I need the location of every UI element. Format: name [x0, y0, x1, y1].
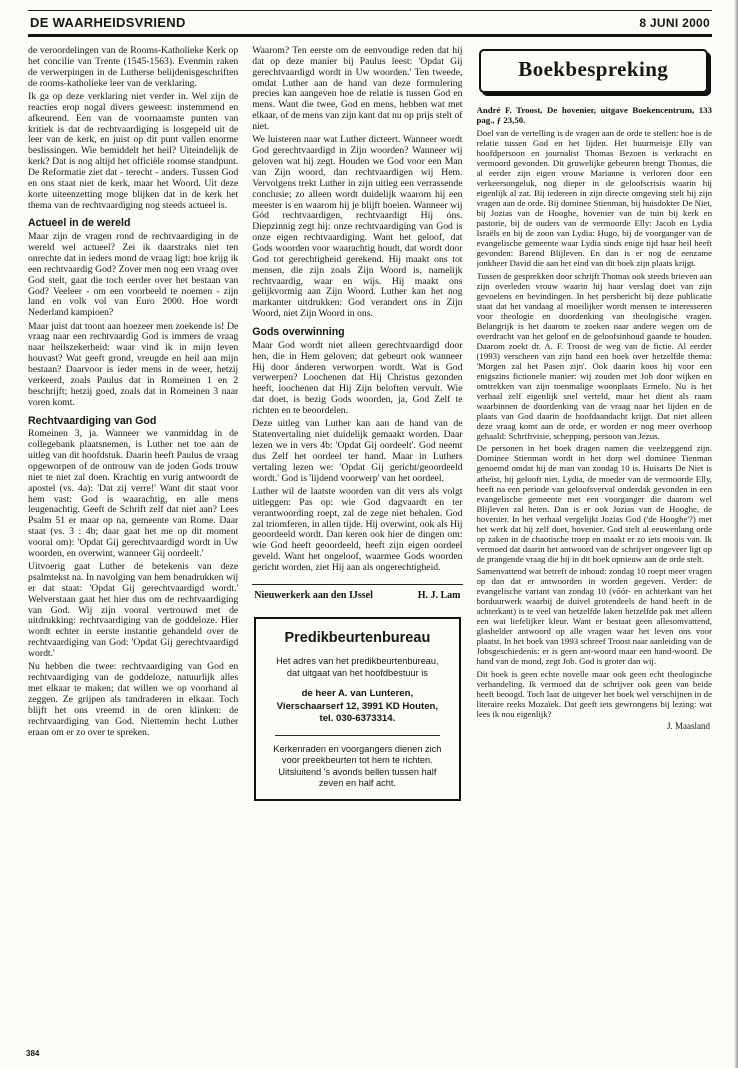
byline-row: [252, 584, 462, 601]
body-paragraph: Nu hebben die twee: rechtvaardiging van God en rechtvaardiging van de goddeloze, natuurlijk alles met elkaar te maken; dat willen we op voorhand al zeggen. Ze grijpen als tandraderen in elkaar. Toch blijft het ons vreemd in de oren klinken: de rechtvaardiging van God. Niettemin hecht Luther eraan om er zo over te spreken.: [28, 661, 239, 738]
predikbeurten-address: [269, 688, 445, 725]
body-paragraph: Maar juist dat toont aan hoezeer men zoekende is! De vraag naar een rechtvaardig God is immers de vraag naar heilszekerheid: waar vind ik in mijn leven houvast? Wat geeft grond, vreugde en heil aan mijn bestaan? Daarvoor is ieder mens in de weer, hetzij verkeerd, zoals Paulus dat in Romeinen 1 en 2 beschrijft; hetzij goed, zoals dat in Romeinen 3 naar voren komt.: [28, 320, 239, 408]
review-section-title: Boekbespreking: [518, 57, 669, 81]
body-paragraph: Luther wil de laatste woorden van dit vers als volgt uitleggen: Pas op: wie God dagvaardt en ter verantwoording roept, zal de zege niet behalen. God zal triomferen, in allen tijde. Hij overwint, ook als Hij geoordeeld wordt. Dan keren ook hier de dingen om: wie God heeft geoordeeld, heeft zijn eigen oordeel geveld. Want het ongeloof, waarmee Gods woorden gericht worden, ziet Hij aan als ongerechtigheid.: [252, 486, 463, 574]
section-heading: Rechtvaardiging van God: [28, 414, 157, 427]
body-paragraph: Doel van de vertelling is de vragen aan de orde te stellen: hoe is de relatie tussen God en het lijden. Het buurmeisje Elly van hoofdpersoon en journalist Thomas Bezoen is verkracht en vermoord gevonden. Dit gruwelijke gebeuren brengt Thomas, die al eerder zijn eigen vrouw Marianne is verloren door een verkeersongeluk, nog dieper in de geloofscrisis waarin hij eigenlijk al zat. Bij iedereen in zijn directe omgeving stelt hij zijn vragen aan de orde. Bij dominee Stienman, bij huisdokter De Niet, bij Jozias van de Hooghe, hovenier van de tuin bij kerk en pastorie, bij de ouders van de vermoorde Elly: Jacob en Lydia Israëls en bij de zoon van Lydia: Hugo, bij de voorganger van de evangelische gemeente waar Lydia sinds enige tijd haar heil heeft gevonden: Barend Blijleven. En dan is er nog de eenzame jonkheer David die aan het eind van dit boek zijn plaats krijgt.: [476, 127, 712, 269]
predikbeurten-title: Predikbeurtenbureau: [284, 630, 431, 647]
byline-author: H. J. Lam: [417, 589, 461, 601]
body-paragraph: Waarom? Ten eerste om de eenvoudige reden dat hij dat op deze manier bij Paulus leest: 'Opdat Gij gerechtvaardigd wordt in Uw woorden.' Ten tweede, omdat Luther aan de hand van deze formulering precies kan aangeven hoe de relatie is tussen God en mens. Want die twee, God en mens, hebben wat met elkaar, of de mens van zijn kant dat nu op prijs stelt of niet.: [252, 46, 463, 133]
body-paragraph: Uitvoerig gaat Luther de betekenis van deze psalmtekst na. In navolging van hem benadrukken wij er dat staat: 'Opdat Gij gerechtvaardigd wordt.' Welverstaan gaat het hier dus om de rechtvaardiging van God. Wij zijn vooral vertrouwd met de uitdrukking: rechtvaardiging van de goddeloze. Hier wordt echter in eerste instantie gehandeld over de rechtvaardiging van God: 'Opdat Gij gerechtvaardigd wordt.': [28, 561, 239, 660]
body-paragraph: We luisteren naar wat Luther dicteert. Wanneer wordt God gerechtvaardigd in Zijn woorden? Wanneer wij geloven wat hij zegt. Houden we God voor een Man van Zijn woord, dan rechtvaardigen wij Hem. Vervolgens trekt Luther in zijn uitleg een verrassende conclusie; zo alleen wordt duidelijk waarom hij een meester is en waarom hij je blijft boeien. Wanneer wij Gód rechtvaardigen, rechtvaardigt Híj óns. Diepzinnig zegt hij: onze rechtvaardiging van God is onze eigen rechtvaardiging. Want het geloof, dat Gods woorden voor waarachtig houdt, dat wordt door God tot gerechtigheid gerekend. Hij maakt ons tot mensen, die zijn zoals Zijn Woord is, namelijk rechtvaardig, waar en wijs. Hij maakt ons gelijkvormig aan Zijn Woord. Luther kan het nog markanter uitdrukken: God verandert ons in Zijn Woord, niet Zijn Woord in ons.: [252, 134, 463, 320]
body-paragraph: De personen in het boek dragen namen die veelzeggend zijn. Dominee Stienman wordt in het dorp wel dominee Tienman genoemd omdat hij de man van zondag 10 is. Huisarts De Niet is atheïst, hij gelooft niet. Lydia, de moeder van de vermoorde Elly, heeft na een periode van geloofsverval onderdak gevonden in een evangelische gemeente met een voorganger die daarom wel Blijleven zal heten. Dan is er ook Jozias van de Hooghe, de hovenier. In het verhaal vergelijkt Jozias God ('de Hooghe'?) met het werk dat hij zelf doet, hovenier. God stelt al eeuwenlang orde op zaken in de chaotische troep en maakt er zo iets moois van. Ik vermoed dat daarin het antwoord van de schrijver ongeveer ligt op de prangende vraag die hij in dit boek opnieuw aan de orde stelt.: [476, 443, 712, 564]
address-line: Vierschaarserf 12, 3991 KD Houten,: [276, 700, 439, 712]
body-paragraph: Romeinen 3, ja. Wanneer we vanmiddag in de collegebank plaatsnemen, is Luther net toe aan de uitleg van dit hoofdstuk. Daarin heeft Paulus de vraag opgeworpen of de ontrouw van de joden Gods trouw niet te niet zal doen. Krachtig en vurig antwoordt de apostel (vs. 4a): 'Dat zij verre!' Want dit staat voor hem vast: God is waarachtig, en alle mens leugenachtig. Geeft de Schrift zelf dat niet aan? Lees Psalm 51 er maar op na, gemeente van Rome. Daar staat (vs. 3 : 4b; daar gaat het me op dit moment vooral om): 'Opdat Gij gerechtvaardigd wordt in Uw woorden, en overwint, wanneer Gij oordeelt.': [28, 428, 239, 559]
column-middle-text: [252, 46, 462, 574]
body-paragraph: Samenvattend wat betreft de inhoud: zondag 10 roept meer vragen op dan dat er antwoorden in worden gegeven. Verder: de evangelische variant van zondag 10 (vóór- en achterkant van het borduurwerk waarbij de duivel grotendeels de hand heeft in de achterkant) is te veel van hetzelfde laken hetzelfde pak met alleen een wat liefelijker kleur. Want er bestaat geen allesomvattend, glashelder antwoord op alle vragen waar het leven ons voor plaatst. In het boek van 1993 schreef Troost naar aanleiding van de Jobsgeschiedenis: er is geen ant-woord maar een hand-woord. De hand van de mond, zegt Job. God is groter dan wij.: [476, 566, 712, 667]
body-paragraph: Deze uitleg van Luther kan aan de hand van de Statenvertaling niet duidelijk gemaakt worden. Daar lezen we in vers 4b: 'Opdat Gij oordeelt'. God neemt dus Zelf het oordeel ter hand. Maar in Luthers vertaling lezen we: 'Opdat Gij gericht/geoordeeld wordt.' God is 'lijdend voorwerp' van het oordeel.: [252, 418, 463, 484]
byline-place: Nieuwerkerk aan den IJssel: [254, 589, 373, 601]
predikbeurten-intro: Het adres van het predikbeurtenbureau, dat uitgaat van het hoofdbestuur is: [276, 656, 439, 678]
issue-date: 8 JUNI 2000: [639, 16, 710, 30]
box-divider: [275, 735, 439, 736]
column-left: [28, 46, 238, 1048]
publication-title: DE WAARHEIDSVRIEND: [30, 15, 186, 30]
section-heading: Gods overwinning: [252, 325, 345, 338]
body-paragraph: Tussen de gesprekken door schrijft Thomas ook steeds brieven aan zijn overleden vrouw waarin hij haar verslag doet van zijn gevoelens en bevindingen. In het persbericht bij deze publicatie staat dat het vandaag al moeilijker wordt mensen te interesseren voor theologie en doordenking van theologische vragen. Belangrijk is het daarom te zoeken naar andere wegen om de overdracht van het geloof en de geloofsinhoud gaande te houden. Daarom zoekt dr. A. F. Troost de weg van de fictie. Al eerder (1993) verscheen van zijn hand een boek over hetzelfde thema: 'Morgen zal het Pasen zijn'. Ook daarin koos hij voor een enigszins fictionele manier: wij zouden met Job door wijken en omtrekken van zijn toenmalige woonplaats Ermelo. Nu is het verhaal zelf eigenlijk snel verteld, maar het dient als raam waarbinnen de doordenking van de vraag naar het lijden en de plaats van God daarin de hoofdaandacht krijgt. Dat niet alleen deze vraag komt aan de orde, er worden er nog meer overhoop gehaald: Schriftvisie, schepping, persoon van Jezus.: [476, 270, 712, 441]
body-paragraph: Maar zijn de vragen rond de rechtvaardiging in de wereld wel actueel? Zei ik daarstraks niet ten onrechte dat in ieders mond de vraag ligt: hoe krijg ik een rechtvaardig God? Zover men nog een vraag over God stelt, gaat die toch eerder over het bestaan van God? Veeleer - om een voorbeeld te noemen - zijn land en volk vol van Euro 2000. Hoe wordt Nederland kampioen?: [28, 231, 239, 319]
body-paragraph: Maar God wordt niet alleen gerechtvaardigd door hen, die in Hem geloven; dat gebeurt ook wanneer Hij door ánderen verworpen wordt. Wat is God verwerpen? Loochenen dat Hij Christus gezonden heeft, loochenen dat Hij Zijn beloften vervult. Wie dat doet, is bezig Gods woorden, ja, God Zelf te richten en te beoordelen.: [252, 339, 463, 416]
column-middle: [252, 46, 462, 1048]
review-lead: André F. Troost, De hovenier, uitgave Boekencentrum, 133 pag., ƒ 23,50.: [476, 104, 712, 125]
masthead: [28, 10, 712, 37]
predikbeurten-note: Kerkenraden en voorgangers dienen zich voor preekbeurten tot hem te richten. Uitsluitend 's avonds bellen tussen half zeven en half acht.: [273, 743, 442, 789]
review-signature: J. Maasland: [666, 721, 710, 732]
review-body: [477, 105, 712, 719]
body-paragraph: Dit boek is geen echte novelle maar ook geen echt theologische verhandeling. Ik vermoed dat de schrijver ook geen van beide heeft beoogd. Toch laat de uitgever het boek wel verschijnen in de literaire reeks Mozaïek. Dat geeft iets gewrongens bij lezing: wat lees ik nou eigenlijk?: [476, 668, 712, 719]
section-heading: Actueel in de wereld: [28, 217, 131, 230]
address-line: tel. 030-6373314.: [319, 713, 396, 725]
body-paragraph: Ik ga op deze verklaring niet verder in. Wel zijn de reacties erop nogal divers geweest: instemmend en afkeurend. Een van de voornaamste punten van kritiek is dat de rechtvaardiging is losgepeld uit de leer van de kerk, en juist op dit punt vallen enorme beslissingen. Wie bemiddelt het heil? Uiteindelijk de kerk? Dat is nog altijd het officiële roomse standpunt. De Reformatie ziet dat - terecht - anders. Tussen God en ons staat niet de kerk, maar het Woord. Uit deze korte uiteenzetting moge blijken dat in de kerk het thema van de rechtvaardiging nog steeds actueel is.: [28, 90, 239, 211]
article-columns: [28, 46, 712, 1048]
address-line: de heer A. van Lunteren,: [301, 688, 414, 700]
body-paragraph: de veroordelingen van de Rooms-Katholieke Kerk op het concilie van Trente (1545-1563). Evenmin raken de verwerpingen in de Lutherse belijdenisgeschriften de rooms-katholieke leer van de verklaring.: [28, 46, 239, 89]
page-number: 384: [26, 1049, 40, 1058]
review-section-box: [479, 49, 708, 93]
predikbeurten-box: [254, 617, 460, 801]
column-right: [477, 46, 712, 1048]
